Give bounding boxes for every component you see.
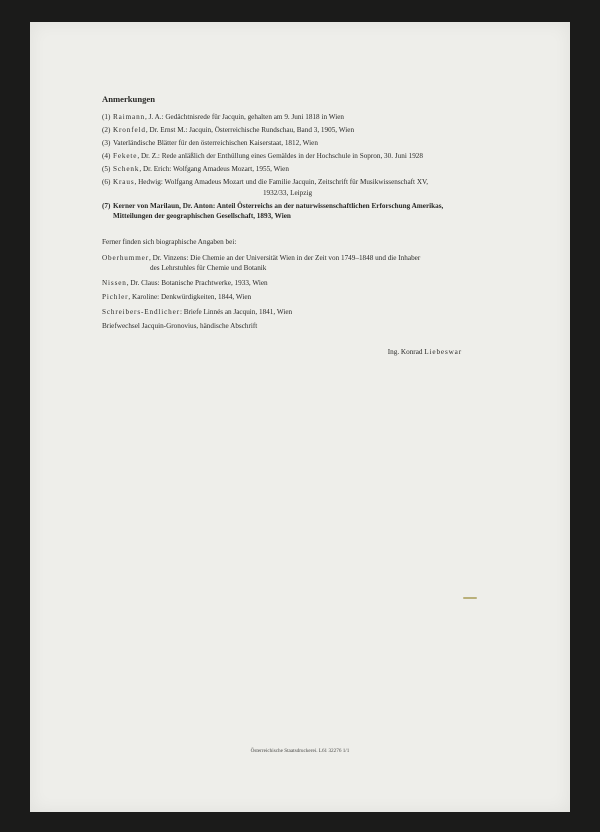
section-heading: Anmerkungen: [102, 94, 156, 104]
document-page: [30, 22, 570, 812]
bio-item-1: Oberhummer, Dr. Vinzens: Die Chemie an der Universität Wien in der Zeit von 1749–1848 und die Inhaber des Lehrstuhles für Chemie und Botanik: [102, 253, 421, 272]
document-content: [102, 94, 462, 356]
bio-list: [102, 253, 462, 332]
note-3: (3) Vaterländische Blätter für den österreichischen Kaiserstaat, 1812, Wien: [102, 139, 318, 147]
printer-imprint: Österreichische Staatsdruckerei. L61 32276 1/1: [250, 748, 350, 754]
bio-item-5: Briefwechsel Jacquin-Gronovius, händische Abschrift: [102, 322, 258, 330]
author-signature: Ing. Konrad Liebeswar: [387, 347, 462, 356]
note-2: (2) Kronfeld, Dr. Ernst M.: Jacquin, Österreichische Rundschau, Band 3, 1905, Wien: [102, 126, 355, 134]
bio-item-2: Nissen, Dr. Claus: Botanische Prachtwerke, 1933, Wien: [102, 278, 268, 287]
bio-item-4: Schreibers-Endlicher: Briefe Linnés an Jacquin, 1841, Wien: [102, 307, 293, 316]
bio-intro: Ferner finden sich biographische Angaben bei:: [102, 237, 237, 246]
note-4: (4) Fekete, Dr. Z.: Rede anläßlich der Enthüllung eines Gemäldes in der Hochschule in Sopron, 30. Juni 1928: [102, 152, 423, 160]
note-6: (6) Kraus, Hedwig: Wolfgang Amadeus Mozart und die Familie Jacquin, Zeitschrift für Musikwissenschaft XV, 1932/33, Leipzig: [102, 178, 429, 197]
note-5: (5) Schenk, Dr. Erich: Wolfgang Amadeus Mozart, 1955, Wien: [102, 165, 289, 173]
note-7: (7) Kerner von Marilaun, Dr. Anton: Anteil Österreichs an der naturwissenschaftlichen Erforschung Amerikas, Mitteilungen der geographischen Gesellschaft, 1893, Wien: [102, 201, 444, 220]
notes-list: [102, 112, 462, 222]
note-1: (1) Raimann, J. A.: Gedächtnisrede für Jacquin, gehalten am 9. Juni 1818 in Wien: [102, 113, 344, 121]
paper-mark: [463, 597, 477, 599]
bio-item-3: Pichler, Karoline: Denkwürdigkeiten, 1844, Wien: [102, 293, 252, 301]
